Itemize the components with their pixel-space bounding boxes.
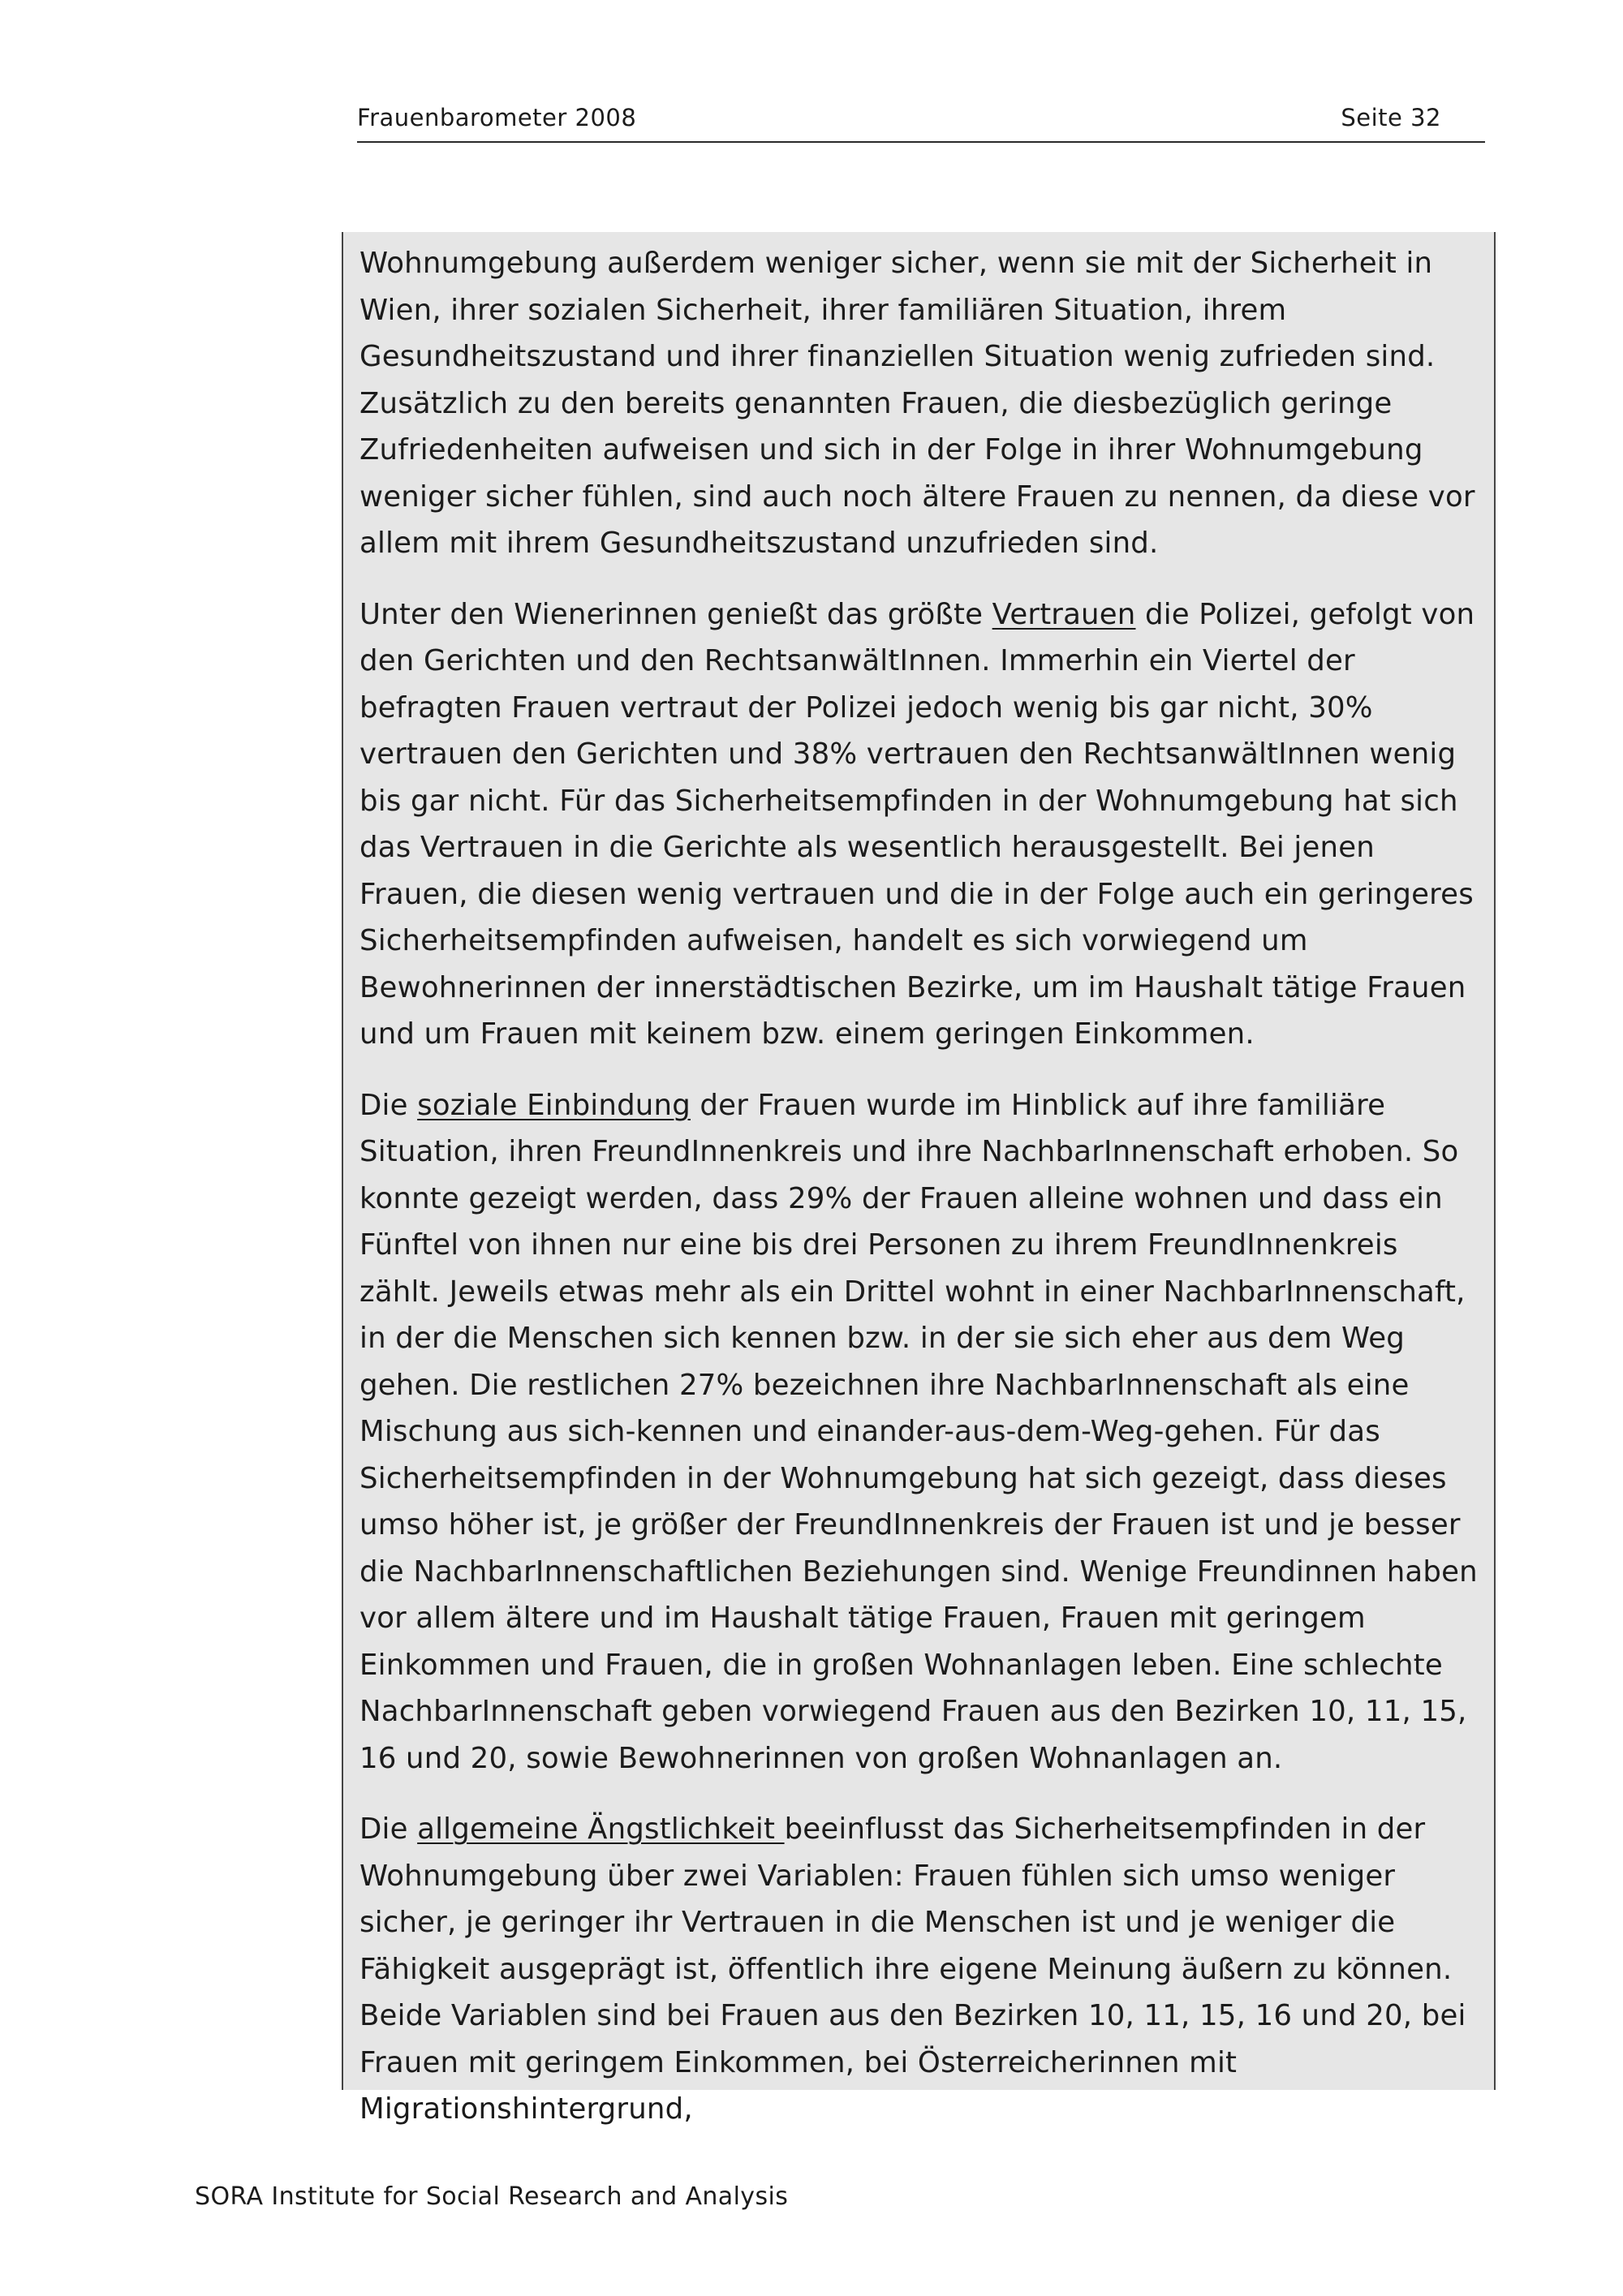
- paragraph-text: Die: [359, 1812, 418, 1846]
- paragraph-soziale-einbindung: [359, 1082, 1481, 1782]
- paragraph-text: Wohnumgebung außerdem weniger sicher, wenn sie mit der Sicherheit in Wien, ihrer sozialen Sicherheit, ihrer familiären Situation, ihrem Gesundheitszustand und ihrer finanziellen Situation wenig zufrieden sind. Zusätzlich zu den bereits genannten Frauen, die diesbezüglich geringe Zufriedenheiten aufweisen und sich in der Folge in ihrer Wohnumgebung weniger sicher fühlen, sind auch noch ältere Frauen zu nennen, da diese vor allem mit ihrem Gesundheitszustand unzufrieden sind.: [359, 247, 1475, 560]
- document-title: Frauenbarometer 2008: [357, 104, 637, 131]
- page-number: Seite 32: [1341, 104, 1441, 131]
- paragraph-text: der Frauen wurde im Hinblick auf ihre familiäre Situation, ihren FreundInnenkreis und ihre NachbarInnenschaft erhoben. So konnte gezeigt werden, dass 29% der Frauen alleine wohnen und dass ein Fünftel von ihnen nur eine bis drei Personen zu ihrem FreundInnenkreis zählt. Jeweils etwas mehr als ein Drittel wohnt in einer NachbarInnenschaft, in der die Menschen sich kennen bzw. in der sie sich eher aus dem Weg gehen. Die restlichen 27% bezeichnen ihre NachbarInnenschaft als eine Mischung aus sich-kennen und einander-aus-dem-Weg-gehen. Für das Sicherheitsempfinden in der Wohnumgebung hat sich gezeigt, dass dieses umso höher ist, je größer der FreundInnenkreis der Frauen ist und je besser die NachbarInnenschaftlichen Beziehungen sind. Wenige Freundinnen haben vor allem ältere und im Haushalt tätige Frauen, Frauen mit geringem Einkommen und Frauen, die in großen Wohnanlagen leben. Eine schlechte NachbarInnenschaft geben vorwiegend Frauen aus den Bezirken 10, 11, 15, 16 und 20, sowie Bewohnerinnen von großen Wohnanlagen an.: [359, 1088, 1478, 1775]
- paragraph-text: die Polizei, gefolgt von den Gerichten und den RechtsanwältInnen. Immerhin ein Viertel der befragten Frauen vertraut der Polizei jedoch wenig bis gar nicht, 30% vertrauen den Gerichten und 38% vertrauen den RechtsanwältInnen wenig bis gar nicht. Für das Sicherheitsempfinden in der Wohnumgebung hat sich das Vertrauen in die Gerichte als wesentlich herausgestellt. Bei jenen Frauen, die diesen wenig vertrauen und die in der Folge auch ein geringeres Sicherheitsempfinden aufweisen, handelt es sich vorwiegend um Bewohnerinnen der innerstädtischen Bezirke, um im Haushalt tätige Frauen und um Frauen mit keinem bzw. einem geringen Einkommen.: [359, 597, 1475, 1051]
- underlined-term-aengstlichkeit: allgemeine Ängstlichkeit: [417, 1812, 785, 1846]
- paragraph-wohnumgebung: [359, 240, 1481, 567]
- underlined-term-vertrauen: Vertrauen: [992, 597, 1136, 631]
- page-header: [357, 97, 1485, 143]
- page-footer: SORA Institute for Social Research and Analysis: [195, 2182, 789, 2211]
- summary-box: [342, 232, 1496, 2126]
- paragraph-text: Unter den Wienerinnen genießt das größte: [359, 597, 992, 631]
- paragraph-text: Die: [359, 1088, 418, 1122]
- underlined-term-soziale-einbindung: soziale Einbindung: [417, 1088, 691, 1122]
- paragraph-vertrauen: [359, 591, 1481, 1058]
- paragraph-aengstlichkeit: [359, 1806, 1481, 2133]
- paragraph-text: beeinflusst das Sicherheitsempfinden in der Wohnumgebung über zwei Variablen: Frauen fühlen sich umso weniger sicher, je geringer ihr Vertrauen in die Menschen ist und je weniger die Fähigkeit ausgeprägt ist, öffentlich ihre eigene Meinung äußern zu können. Beide Variablen sind bei Frauen aus den Bezirken 10, 11, 15, 16 und 20, bei Frauen mit geringem Einkommen, bei Österreicherinnen mit Migrationshintergrund,: [359, 1812, 1466, 2126]
